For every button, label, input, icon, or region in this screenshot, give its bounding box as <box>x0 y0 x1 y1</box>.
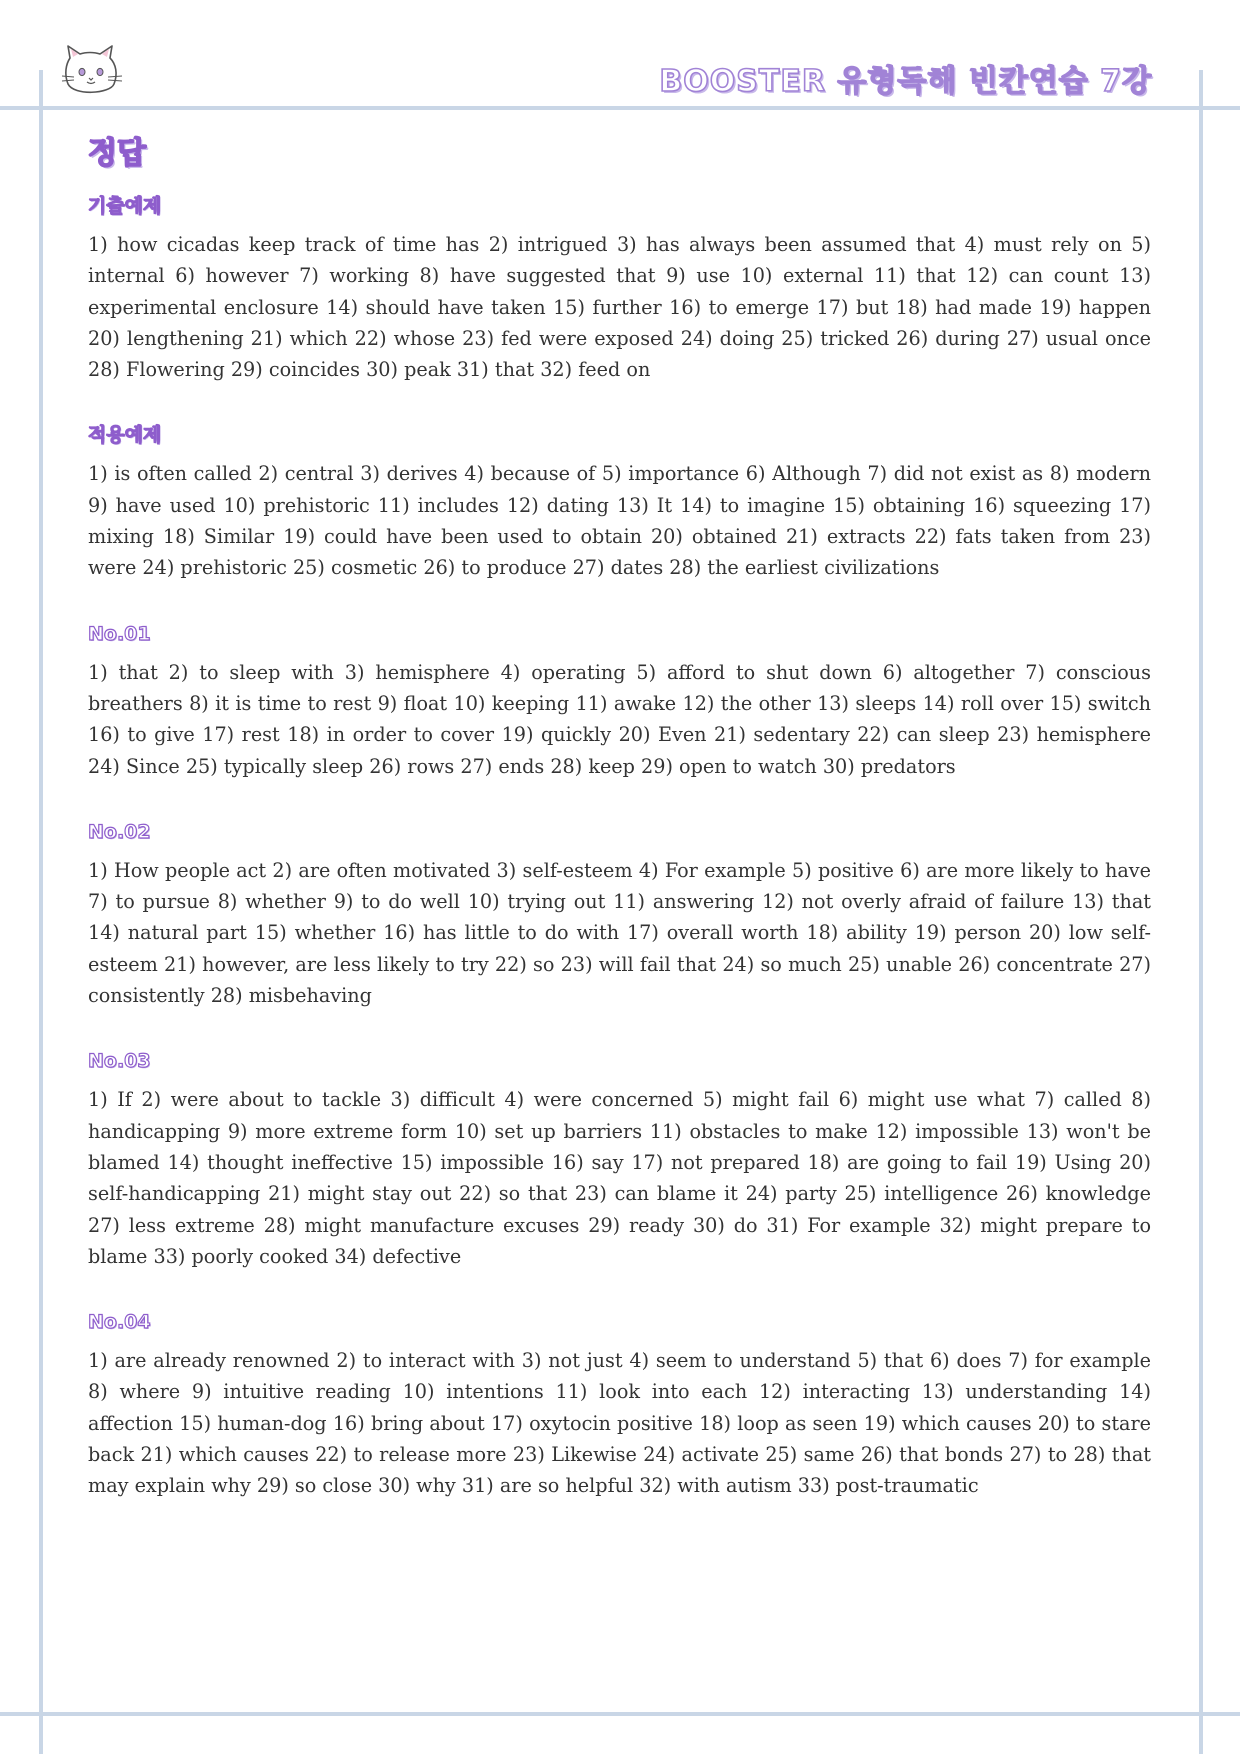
answer-section <box>88 622 1151 782</box>
section-heading: 기출예제 <box>88 195 162 217</box>
header-title: BOOSTER 유형독해 빈칸연습 7강 <box>659 64 1152 99</box>
section-answers: 1) is often called 2) central 3) derives 4) because of 5) importance 6) Although 7) did not exist as 8) modern 9) have used 10) prehistoric 11) includes 12) dating 13) It 14) to imagine 15) obtaining 16) squeezing 17) mixing 18) Similar 19) could have been used to obtain 20) obtained 21) extracts 22) fats taken from 23) were 24) prehistoric 25) cosmetic 26) to produce 27) dates 28) the earliest civilizations <box>88 462 1151 580</box>
section-answers: 1) If 2) were about to tackle 3) difficult 4) were concerned 5) might fail 6) might use what 7) called 8) handicapping 9) more extreme form 10) set up barriers 11) obstacles to make 12) impossible 13) won't be blamed 14) thought ineffective 15) impossible 16) say 17) not prepared 18) are going to fail 19) Using 20) self-handicapping 21) might stay out 22) so that 23) can blame it 24) party 25) intelligence 26) knowledge 27) less extreme 28) might manufacture excuses 29) ready 30) do 31) For example 32) might prepare to blame 33) poorly cooked 34) defective <box>88 1088 1151 1268</box>
frame-left-line <box>39 70 43 1754</box>
section-answers: 1) how cicadas keep track of time has 2) intrigued 3) has always been assumed that 4) must rely on 5) internal 6) however 7) working 8) have suggested that 9) use 10) external 11) that 12) can count 13) experimental enclosure 14) should have taken 15) further 16) to emerge 17) but 18) had made 19) happen 20) lengthening 21) which 22) whose 23) fed were exposed 24) doing 25) tricked 26) during 27) usual once 28) Flowering 29) coincides 30) peak 31) that 32) feed on <box>88 233 1151 382</box>
section-heading: No.02 <box>88 820 151 843</box>
answer-section <box>88 194 1151 385</box>
frame-right-line <box>1199 70 1203 1754</box>
section-heading: No.03 <box>88 1050 151 1073</box>
section-answers: 1) are already renowned 2) to interact with 3) not just 4) seem to understand 5) that 6) does 7) for example 8) where 9) intuitive reading 10) intentions 11) look into each 12) interacting 13) understanding 14) affection 15) human-dog 16) bring about 17) oxytocin positive 18) loop as seen 19) which causes 20) to stare back 21) which causes 22) to release more 23) Likewise 24) activate 25) same 26) that bonds 27) to 28) that may explain why 29) so close 30) why 31) are so helpful 32) with autism 33) post-traumatic <box>88 1349 1151 1498</box>
answer-content <box>88 194 1151 1540</box>
answer-section <box>88 1049 1151 1272</box>
answer-section <box>88 820 1151 1011</box>
section-heading: No.01 <box>88 622 151 645</box>
answer-section <box>88 1310 1151 1501</box>
section-answers: 1) How people act 2) are often motivated 3) self-esteem 4) For example 5) positive 6) are more likely to have 7) to pursue 8) whether 9) to do well 10) trying out 11) answering 12) not overly afraid of failure 13) that 14) natural part 15) whether 16) has little to do with 17) overall worth 18) ability 19) person 20) low self-esteem 21) however, are less likely to try 22) so 23) will fail that 24) so much 25) unable 26) concentrate 27) consistently 28) misbehaving <box>88 858 1151 1008</box>
cat-icon <box>60 44 124 100</box>
frame-bottom-line <box>0 1712 1240 1716</box>
section-answers: 1) that 2) to sleep with 3) hemisphere 4) operating 5) afford to shut down 6) altogether 7) conscious breathers 8) it is time to rest 9) float 10) keeping 11) awake 12) the other 13) sleeps 14) roll over 15) switch 16) to give 17) rest 18) in order to cover 19) quickly 20) Even 21) sedentary 22) can sleep 23) hemisphere 24) Since 25) typically sleep 26) rows 27) ends 28) keep 29) open to watch 30) predators <box>88 660 1151 778</box>
section-heading: No.04 <box>88 1311 151 1334</box>
section-heading: 적용예제 <box>88 424 162 447</box>
answer-section <box>88 423 1151 583</box>
frame-top-line <box>0 106 1240 110</box>
page-title: 정답 <box>88 136 146 171</box>
